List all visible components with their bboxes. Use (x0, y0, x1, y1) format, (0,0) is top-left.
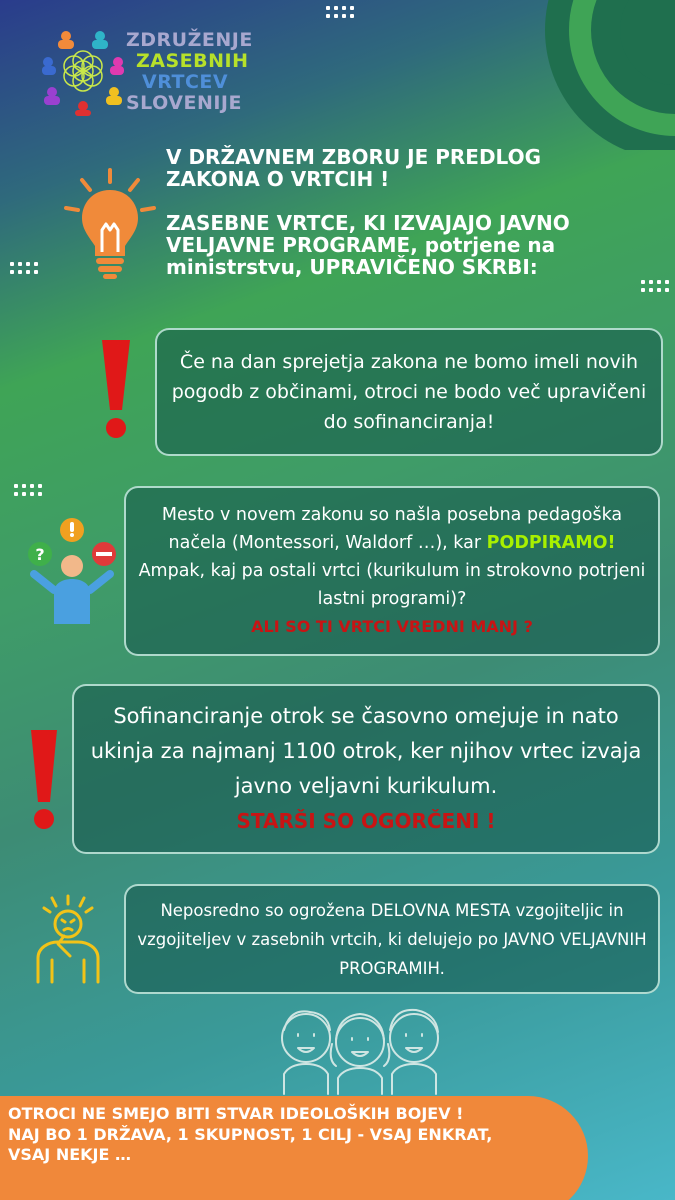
intro-concern: ZASEBNE VRTCE, KI IZVAJAJO JAVNO VELJAVNE PROGRAME, potrjene na ministrstvu, UPRAVIČENO SKRBI: (166, 211, 570, 279)
children-drawing-icon (270, 1000, 450, 1096)
logo-line-2: ZASEBNIH (136, 50, 249, 72)
card2-text-after: Ampak, kaj pa ostali vrtci (kurikulum in strokovno potrjeni lastni programi)? (138, 561, 646, 609)
logo-line-3: VRTCEV (142, 71, 229, 93)
card4-text: Neposredno so ogrožena DELOVNA MESTA vzgojiteljic in vzgojiteljev v zasebnih vrtcih, ki delujejo po JAVNO VELJAVNIH PROGRAMIH. (137, 900, 647, 978)
logo-line-4: SLOVENIJE (126, 92, 242, 114)
svg-text:?: ? (35, 545, 45, 564)
card2-alert: ALI SO TI VRTCI VREDNI MANJ ? (251, 617, 533, 636)
closing-message-banner (0, 1096, 588, 1200)
lightbulb-icon (62, 168, 158, 280)
logo-line-1: ZDRUŽENJE (126, 29, 253, 51)
intro-section (166, 146, 636, 278)
card1-text: Če na dan sprejetja zakona ne bomo imeli novih pogodb z občinami, otroci ne bodo več upravičeni do sofinanciranja! (171, 351, 647, 433)
card2-highlight: PODPIRAMO! (486, 533, 616, 553)
exclamation-icon (98, 336, 134, 442)
info-card-jobs (124, 884, 660, 994)
stressed-person-icon (30, 894, 106, 984)
dots-decoration-left-2 (14, 484, 42, 496)
logo-wordmark (126, 30, 253, 114)
dots-decoration-top (326, 6, 354, 18)
card2-text-before: Mesto v novem zakonu so našla posebna pedagoška načela (Montessori, Waldorf …), kar (161, 505, 623, 553)
info-card-cofinancing (72, 684, 660, 854)
banner-line-1: OTROCI NE SMEJO BITI STVAR IDEOLOŠKIH BOJEV ! (8, 1104, 464, 1123)
banner-line-3: VSAJ NEKJE … (8, 1145, 131, 1164)
card3-alert: STARŠI SO OGORČENI ! (236, 809, 496, 833)
organization-logo (38, 26, 258, 120)
dots-decoration-left-1 (10, 262, 38, 274)
banner-line-2: NAJ BO 1 DRŽAVA, 1 SKUPNOST, 1 CILJ - VSAJ ENKRAT, (8, 1124, 493, 1144)
intro-headline-line-2: ZAKONA O VRTCIH ! (166, 167, 390, 191)
corner-circle-decoration (520, 0, 675, 150)
info-card-subsidy (155, 328, 663, 456)
intro-headline (166, 146, 636, 190)
dots-decoration-right (641, 280, 669, 292)
card2-text (138, 501, 646, 613)
juggling-person-icon (24, 514, 120, 626)
logo-emblem-icon (38, 26, 128, 116)
info-card-pedagogy (124, 486, 660, 656)
exclamation-icon (28, 726, 60, 832)
card3-text: Sofinanciranje otrok se časovno omejuje in nato ukinja za najmanj 1100 otrok, ker njihov vrtec izvaja javno veljavni kurikulum. (90, 704, 642, 798)
intro-headline-line-1: V DRŽAVNEM ZBORU JE PREDLOG (166, 145, 541, 169)
